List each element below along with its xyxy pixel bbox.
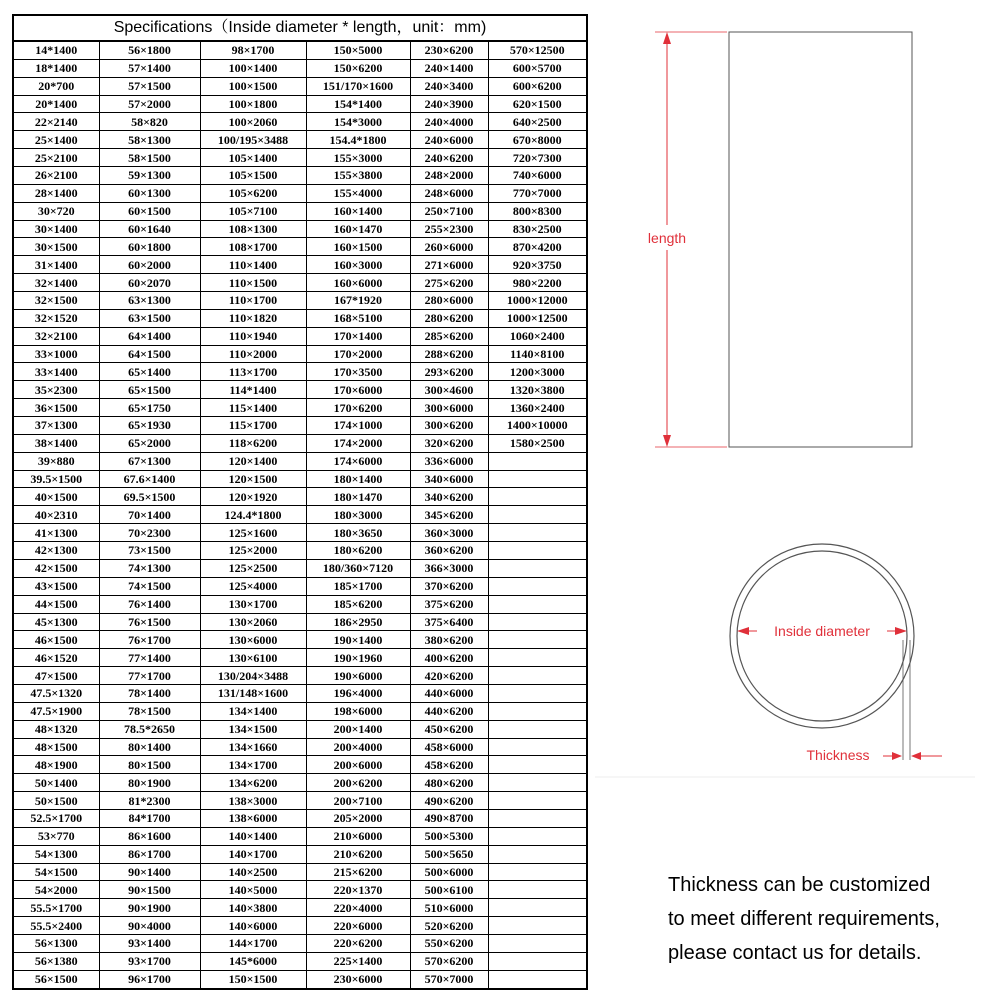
table-cell: 185×1700 xyxy=(306,577,410,595)
table-cell: 69.5×1500 xyxy=(99,488,200,506)
table-cell: 140×1400 xyxy=(200,827,306,845)
table-cell: 640×2500 xyxy=(488,113,587,131)
table-cell: 480×6200 xyxy=(410,774,488,792)
table-cell: 360×6200 xyxy=(410,542,488,560)
table-cell: 240×3900 xyxy=(410,95,488,113)
table-cell: 154.4*1800 xyxy=(306,131,410,149)
table-cell: 38×1400 xyxy=(13,434,99,452)
table-cell: 110×1400 xyxy=(200,256,306,274)
table-cell: 1580×2500 xyxy=(488,434,587,452)
table-cell: 125×2500 xyxy=(200,559,306,577)
table-cell: 360×3000 xyxy=(410,524,488,542)
table-cell: 230×6000 xyxy=(306,970,410,988)
table-cell: 124.4*1800 xyxy=(200,506,306,524)
table-cell: 670×8000 xyxy=(488,131,587,149)
table-cell: 105×1400 xyxy=(200,149,306,167)
table-cell: 275×6200 xyxy=(410,274,488,292)
table-cell: 81*2300 xyxy=(99,792,200,810)
table-cell: 225×1400 xyxy=(306,952,410,970)
table-cell: 50×1400 xyxy=(13,774,99,792)
table-cell: 200×7100 xyxy=(306,792,410,810)
table-cell: 570×7000 xyxy=(410,970,488,988)
table-cell: 115×1700 xyxy=(200,417,306,435)
table-cell: 20*700 xyxy=(13,77,99,95)
table-cell: 54×1500 xyxy=(13,863,99,881)
table-cell: 58×1500 xyxy=(99,149,200,167)
note-line: Thickness can be customized xyxy=(668,874,931,896)
table-cell: 56×1500 xyxy=(13,970,99,988)
table-cell: 110×1700 xyxy=(200,292,306,310)
table-cell: 131/148×1600 xyxy=(200,684,306,702)
table-cell: 380×6200 xyxy=(410,631,488,649)
table-cell: 43×1500 xyxy=(13,577,99,595)
table-cell: 93×1700 xyxy=(99,952,200,970)
table-cell: 180×1470 xyxy=(306,488,410,506)
table-cell: 255×2300 xyxy=(410,220,488,238)
table-cell: 22×2140 xyxy=(13,113,99,131)
table-cell: 32×1520 xyxy=(13,309,99,327)
table-cell: 60×1500 xyxy=(99,202,200,220)
table-cell: 340×6200 xyxy=(410,488,488,506)
table-cell: 1000×12000 xyxy=(488,292,587,310)
table-cell: 200×1400 xyxy=(306,720,410,738)
table-cell: 205×2000 xyxy=(306,809,410,827)
table-cell: 190×1960 xyxy=(306,649,410,667)
table-cell: 340×6000 xyxy=(410,470,488,488)
table-cell: 45×1300 xyxy=(13,613,99,631)
table-cell: 130×1700 xyxy=(200,595,306,613)
table-cell: 108×1700 xyxy=(200,238,306,256)
table-cell: 63×1300 xyxy=(99,292,200,310)
table-cell: 320×6200 xyxy=(410,434,488,452)
table-cell: 120×1400 xyxy=(200,452,306,470)
table-cell: 500×5300 xyxy=(410,827,488,845)
table-cell: 63×1500 xyxy=(99,309,200,327)
table-cell: 600×5700 xyxy=(488,59,587,77)
table-cell: 40×2310 xyxy=(13,506,99,524)
table-cell: 114*1400 xyxy=(200,381,306,399)
table-cell: 120×1500 xyxy=(200,470,306,488)
table-cell: 57×2000 xyxy=(99,95,200,113)
table-cell: 46×1500 xyxy=(13,631,99,649)
table-cell: 32×2100 xyxy=(13,327,99,345)
table-cell: 550×6200 xyxy=(410,934,488,952)
table-cell: 30×1400 xyxy=(13,220,99,238)
table-cell: 375×6200 xyxy=(410,595,488,613)
table-cell: 345×6200 xyxy=(410,506,488,524)
table-cell: 130×6100 xyxy=(200,649,306,667)
table-cell: 240×4000 xyxy=(410,113,488,131)
table-cell: 100×1800 xyxy=(200,95,306,113)
table-cell: 140×1700 xyxy=(200,845,306,863)
table-cell: 1320×3800 xyxy=(488,381,587,399)
table-cell: 56×1300 xyxy=(13,934,99,952)
table-cell: 170×6200 xyxy=(306,399,410,417)
table-cell: 50×1500 xyxy=(13,792,99,810)
length-label: length xyxy=(647,230,687,246)
table-cell: 134×1400 xyxy=(200,702,306,720)
table-cell: 160×3000 xyxy=(306,256,410,274)
table-cell: 174×6000 xyxy=(306,452,410,470)
table-cell: 76×1400 xyxy=(99,595,200,613)
table-cell: 110×1940 xyxy=(200,327,306,345)
inside-diameter-label: Inside diameter xyxy=(774,623,870,639)
table-cell: 520×6200 xyxy=(410,917,488,935)
table-cell: 170×3500 xyxy=(306,363,410,381)
table-cell: 440×6000 xyxy=(410,684,488,702)
table-cell: 70×2300 xyxy=(99,524,200,542)
table-cell: 600×6200 xyxy=(488,77,587,95)
table-cell: 32×1500 xyxy=(13,292,99,310)
table-cell: 125×4000 xyxy=(200,577,306,595)
table-cell: 240×6000 xyxy=(410,131,488,149)
table-cell: 20*1400 xyxy=(13,95,99,113)
table-cell: 285×6200 xyxy=(410,327,488,345)
table-cell: 30×1500 xyxy=(13,238,99,256)
table-cell: 118×6200 xyxy=(200,434,306,452)
table-cell: 110×2000 xyxy=(200,345,306,363)
table-cell: 26×2100 xyxy=(13,167,99,185)
table-cell: 920×3750 xyxy=(488,256,587,274)
table-cell: 65×1930 xyxy=(99,417,200,435)
table-cell: 145*6000 xyxy=(200,952,306,970)
table-cell: 130/204×3488 xyxy=(200,667,306,685)
table-cell: 180×1400 xyxy=(306,470,410,488)
table-cell: 110×1500 xyxy=(200,274,306,292)
table-cell: 1000×12500 xyxy=(488,309,587,327)
table-cell: 46×1520 xyxy=(13,649,99,667)
table-cell: 210×6200 xyxy=(306,845,410,863)
table-cell: 155×4000 xyxy=(306,184,410,202)
table-cell: 60×1300 xyxy=(99,184,200,202)
table-cell: 174×2000 xyxy=(306,434,410,452)
table-cell: 740×6000 xyxy=(488,167,587,185)
table-cell: 144×1700 xyxy=(200,934,306,952)
table-cell: 500×6100 xyxy=(410,881,488,899)
table-cell: 67×1300 xyxy=(99,452,200,470)
table-cell: 80×1400 xyxy=(99,738,200,756)
table-cell: 170×2000 xyxy=(306,345,410,363)
note-line: to meet different requirements, xyxy=(668,908,940,930)
table-cell: 37×1300 xyxy=(13,417,99,435)
table-cell: 220×6000 xyxy=(306,917,410,935)
table-cell: 14*1400 xyxy=(13,41,99,59)
table-cell: 78.5*2650 xyxy=(99,720,200,738)
table-cell: 167*1920 xyxy=(306,292,410,310)
table-cell: 78×1500 xyxy=(99,702,200,720)
table-cell: 55.5×2400 xyxy=(13,917,99,935)
table-cell: 60×1800 xyxy=(99,238,200,256)
table-cell: 458×6200 xyxy=(410,756,488,774)
table-cell: 151/170×1600 xyxy=(306,77,410,95)
table-cell: 366×3000 xyxy=(410,559,488,577)
table-cell: 140×6000 xyxy=(200,917,306,935)
table-cell: 248×2000 xyxy=(410,167,488,185)
table-cell: 293×6200 xyxy=(410,363,488,381)
table-cell: 42×1300 xyxy=(13,542,99,560)
table-cell: 42×1500 xyxy=(13,559,99,577)
table-cell: 36×1500 xyxy=(13,399,99,417)
table-cell: 450×6200 xyxy=(410,720,488,738)
customization-note xyxy=(668,868,940,970)
note-line: please contact us for details. xyxy=(668,942,922,964)
table-cell: 58×1300 xyxy=(99,131,200,149)
table-cell: 220×6200 xyxy=(306,934,410,952)
table-cell: 39.5×1500 xyxy=(13,470,99,488)
table-cell: 90×1500 xyxy=(99,881,200,899)
table-cell: 154*3000 xyxy=(306,113,410,131)
table-cell: 90×1400 xyxy=(99,863,200,881)
table-cell: 271×6000 xyxy=(410,256,488,274)
table-cell: 300×6200 xyxy=(410,417,488,435)
table-cell: 140×3800 xyxy=(200,899,306,917)
table-cell: 56×1800 xyxy=(99,41,200,59)
table-cell: 140×2500 xyxy=(200,863,306,881)
table-cell: 800×8300 xyxy=(488,202,587,220)
table-cell: 64×1500 xyxy=(99,345,200,363)
table-cell: 120×1920 xyxy=(200,488,306,506)
table-cell: 240×3400 xyxy=(410,77,488,95)
table-cell: 500×5650 xyxy=(410,845,488,863)
table-cell: 570×6200 xyxy=(410,952,488,970)
table-cell: 138×3000 xyxy=(200,792,306,810)
table-cell: 58×820 xyxy=(99,113,200,131)
table-cell: 67.6×1400 xyxy=(99,470,200,488)
table-cell: 185×6200 xyxy=(306,595,410,613)
table-cell: 55.5×1700 xyxy=(13,899,99,917)
table-cell: 170×1400 xyxy=(306,327,410,345)
table-cell: 196×4000 xyxy=(306,684,410,702)
table-cell: 190×6000 xyxy=(306,667,410,685)
table-cell: 100/195×3488 xyxy=(200,131,306,149)
table-cell: 105×7100 xyxy=(200,202,306,220)
table-cell: 86×1700 xyxy=(99,845,200,863)
table-cell: 300×4600 xyxy=(410,381,488,399)
table-cell: 420×6200 xyxy=(410,667,488,685)
table-cell: 35×2300 xyxy=(13,381,99,399)
table-cell: 186×2950 xyxy=(306,613,410,631)
table-cell: 73×1500 xyxy=(99,542,200,560)
table-cell: 80×1500 xyxy=(99,756,200,774)
table-cell: 375×6400 xyxy=(410,613,488,631)
table-cell: 77×1700 xyxy=(99,667,200,685)
table-cell: 1360×2400 xyxy=(488,399,587,417)
table-cell: 510×6000 xyxy=(410,899,488,917)
table-cell: 160×1500 xyxy=(306,238,410,256)
table-cell: 220×1370 xyxy=(306,881,410,899)
table-cell: 80×1900 xyxy=(99,774,200,792)
table-cell: 140×5000 xyxy=(200,881,306,899)
table-cell: 60×1640 xyxy=(99,220,200,238)
table-cell: 48×1320 xyxy=(13,720,99,738)
table-cell: 1400×10000 xyxy=(488,417,587,435)
table-cell: 370×6200 xyxy=(410,577,488,595)
table-cell: 280×6000 xyxy=(410,292,488,310)
table-cell: 570×12500 xyxy=(488,41,587,59)
table-cell: 180/360×7120 xyxy=(306,559,410,577)
table-cell: 1140×8100 xyxy=(488,345,587,363)
table-cell: 57×1400 xyxy=(99,59,200,77)
table-cell: 98×1700 xyxy=(200,41,306,59)
table-cell: 200×4000 xyxy=(306,738,410,756)
table-cell: 48×1900 xyxy=(13,756,99,774)
table-cell: 200×6000 xyxy=(306,756,410,774)
table-cell: 150×5000 xyxy=(306,41,410,59)
table-cell: 39×880 xyxy=(13,452,99,470)
table-cell: 70×1400 xyxy=(99,506,200,524)
table-cell: 180×6200 xyxy=(306,542,410,560)
table-cell: 25×1400 xyxy=(13,131,99,149)
table-cell: 47.5×1900 xyxy=(13,702,99,720)
table-cell: 280×6200 xyxy=(410,309,488,327)
table-cell: 86×1600 xyxy=(99,827,200,845)
table-cell: 210×6000 xyxy=(306,827,410,845)
table-cell: 100×2060 xyxy=(200,113,306,131)
table-cell: 300×6000 xyxy=(410,399,488,417)
table-cell: 500×6000 xyxy=(410,863,488,881)
table-cell: 28×1400 xyxy=(13,184,99,202)
table-cell: 220×4000 xyxy=(306,899,410,917)
table-cell: 770×7000 xyxy=(488,184,587,202)
table-cell: 65×1400 xyxy=(99,363,200,381)
table-cell: 125×2000 xyxy=(200,542,306,560)
table-cell: 490×6200 xyxy=(410,792,488,810)
table-cell: 155×3800 xyxy=(306,167,410,185)
table-cell: 160×6000 xyxy=(306,274,410,292)
table-cell: 134×1700 xyxy=(200,756,306,774)
thickness-dimension xyxy=(883,640,942,760)
table-cell: 33×1400 xyxy=(13,363,99,381)
table-cell: 138×6000 xyxy=(200,809,306,827)
table-cell: 105×1500 xyxy=(200,167,306,185)
table-cell: 53×770 xyxy=(13,827,99,845)
table-cell: 870×4200 xyxy=(488,238,587,256)
table-cell: 168×5100 xyxy=(306,309,410,327)
table-cell: 90×4000 xyxy=(99,917,200,935)
table-cell: 60×2070 xyxy=(99,274,200,292)
table-cell: 56×1380 xyxy=(13,952,99,970)
table-cell: 60×2000 xyxy=(99,256,200,274)
table-cell: 198×6000 xyxy=(306,702,410,720)
table-cell: 215×6200 xyxy=(306,863,410,881)
table-cell: 130×6000 xyxy=(200,631,306,649)
table-cell: 74×1500 xyxy=(99,577,200,595)
table-cell: 720×7300 xyxy=(488,149,587,167)
table-cell: 174×1000 xyxy=(306,417,410,435)
table-cell: 47×1500 xyxy=(13,667,99,685)
table-cell: 248×6000 xyxy=(410,184,488,202)
table-cell: 76×1500 xyxy=(99,613,200,631)
table-cell: 90×1900 xyxy=(99,899,200,917)
table-cell: 74×1300 xyxy=(99,559,200,577)
table-cell: 100×1400 xyxy=(200,59,306,77)
table-cell: 160×1400 xyxy=(306,202,410,220)
table-cell: 65×2000 xyxy=(99,434,200,452)
table-cell: 32×1400 xyxy=(13,274,99,292)
table-cell: 93×1400 xyxy=(99,934,200,952)
table-cell: 134×1500 xyxy=(200,720,306,738)
table-cell: 65×1500 xyxy=(99,381,200,399)
table-cell: 1200×3000 xyxy=(488,363,587,381)
table-cell: 240×6200 xyxy=(410,149,488,167)
table-cell: 150×1500 xyxy=(200,970,306,988)
table-cell: 33×1000 xyxy=(13,345,99,363)
table-cell: 105×6200 xyxy=(200,184,306,202)
table-cell: 77×1400 xyxy=(99,649,200,667)
table-cell: 180×3000 xyxy=(306,506,410,524)
table-cell: 84*1700 xyxy=(99,809,200,827)
table-cell: 230×6200 xyxy=(410,41,488,59)
table-cell: 100×1500 xyxy=(200,77,306,95)
table-cell: 980×2200 xyxy=(488,274,587,292)
table-cell: 134×1660 xyxy=(200,738,306,756)
table-cell: 108×1300 xyxy=(200,220,306,238)
table-cell: 200×6200 xyxy=(306,774,410,792)
table-cell: 76×1700 xyxy=(99,631,200,649)
table-cell: 25×2100 xyxy=(13,149,99,167)
table-cell: 40×1500 xyxy=(13,488,99,506)
table-cell: 154*1400 xyxy=(306,95,410,113)
table-cell: 115×1400 xyxy=(200,399,306,417)
table-cell: 30×720 xyxy=(13,202,99,220)
table-cell: 130×2060 xyxy=(200,613,306,631)
table-cell: 260×6000 xyxy=(410,238,488,256)
table-cell: 78×1400 xyxy=(99,684,200,702)
tube-side-view xyxy=(729,32,912,447)
table-cell: 620×1500 xyxy=(488,95,587,113)
table-cell: 31×1400 xyxy=(13,256,99,274)
table-cell: 134×6200 xyxy=(200,774,306,792)
table-cell: 150×6200 xyxy=(306,59,410,77)
table-cell: 18*1400 xyxy=(13,59,99,77)
table-cell: 110×1820 xyxy=(200,309,306,327)
table-cell: 240×1400 xyxy=(410,59,488,77)
table-cell: 65×1750 xyxy=(99,399,200,417)
table-cell: 180×3650 xyxy=(306,524,410,542)
table-cell: 830×2500 xyxy=(488,220,587,238)
table-cell: 336×6000 xyxy=(410,452,488,470)
table-cell: 250×7100 xyxy=(410,202,488,220)
table-cell: 400×6200 xyxy=(410,649,488,667)
table-cell: 41×1300 xyxy=(13,524,99,542)
table-cell: 1060×2400 xyxy=(488,327,587,345)
table-cell: 113×1700 xyxy=(200,363,306,381)
thickness-label: Thickness xyxy=(806,747,870,763)
table-cell: 52.5×1700 xyxy=(13,809,99,827)
table-cell: 54×2000 xyxy=(13,881,99,899)
table-cell: 48×1500 xyxy=(13,738,99,756)
table-cell: 96×1700 xyxy=(99,970,200,988)
table-cell: 47.5×1320 xyxy=(13,684,99,702)
table-cell: 155×3000 xyxy=(306,149,410,167)
table-cell: 125×1600 xyxy=(200,524,306,542)
table-cell: 458×6000 xyxy=(410,738,488,756)
table-cell: 160×1470 xyxy=(306,220,410,238)
table-cell: 57×1500 xyxy=(99,77,200,95)
table-cell: 170×6000 xyxy=(306,381,410,399)
table-title: Specifications（Inside diameter * length，unit：mm) xyxy=(12,14,588,40)
table-cell: 490×8700 xyxy=(410,809,488,827)
table-cell: 64×1400 xyxy=(99,327,200,345)
table-cell: 44×1500 xyxy=(13,595,99,613)
table-cell: 440×6200 xyxy=(410,702,488,720)
table-cell: 190×1400 xyxy=(306,631,410,649)
table-cell: 288×6200 xyxy=(410,345,488,363)
table-cell: 59×1300 xyxy=(99,167,200,185)
table-cell: 54×1300 xyxy=(13,845,99,863)
